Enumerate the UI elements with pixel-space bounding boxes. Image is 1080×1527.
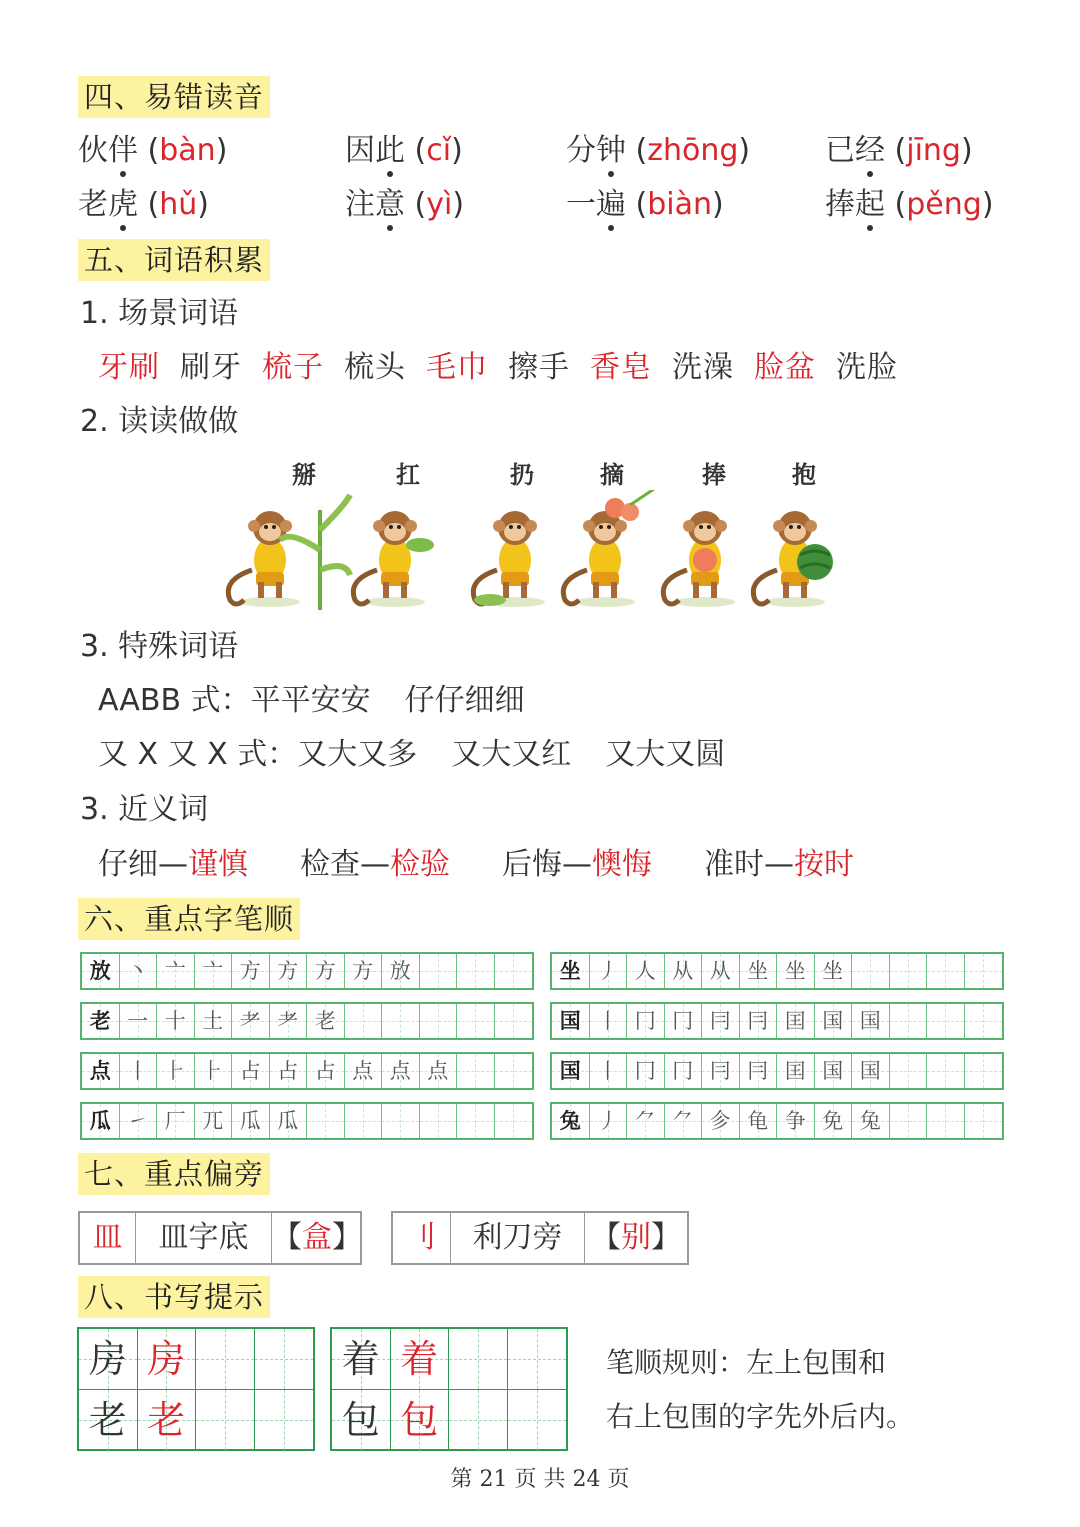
stroke-step: 免 bbox=[822, 1109, 844, 1133]
stroke-row bbox=[80, 1102, 534, 1140]
stroke-cell bbox=[965, 1104, 1003, 1138]
stroke-step: 丶 bbox=[127, 959, 149, 983]
stroke-row bbox=[550, 1002, 1004, 1040]
stroke-step: 十 bbox=[164, 1009, 186, 1033]
stroke-cell bbox=[740, 1104, 778, 1138]
stroke-cell bbox=[777, 1104, 815, 1138]
stroke-cell bbox=[495, 954, 533, 988]
stroke-cell bbox=[815, 954, 853, 988]
sub1-title: 1. 场景词语 bbox=[80, 296, 239, 331]
emphasis-dot bbox=[120, 171, 126, 177]
stroke-step: 耂 bbox=[277, 1009, 299, 1033]
monkey-illustration bbox=[220, 490, 870, 620]
stroke-cell bbox=[665, 1004, 703, 1038]
sub3-title: 3. 特殊词语 bbox=[80, 629, 239, 664]
stroke-step: 方 bbox=[239, 959, 261, 983]
stroke-cell bbox=[590, 1104, 628, 1138]
aabb-line bbox=[98, 681, 525, 721]
pinyin-word: 一遍 bbox=[566, 187, 626, 222]
writing-grid bbox=[330, 1327, 568, 1451]
stroke-cell bbox=[195, 1004, 233, 1038]
verb-label: 掰 bbox=[292, 460, 316, 489]
synonym-b: 懊悔 bbox=[592, 847, 652, 882]
stroke-cell bbox=[590, 1004, 628, 1038]
stroke-step: 兔 bbox=[859, 1109, 881, 1133]
writing-grid bbox=[77, 1327, 315, 1451]
stroke-step: 厂 bbox=[164, 1109, 186, 1133]
pinyin-word: 伙伴 bbox=[78, 133, 138, 168]
stroke-cell bbox=[590, 1054, 628, 1088]
stroke-cell bbox=[927, 1004, 965, 1038]
stroke-step: 囯 bbox=[784, 1009, 806, 1033]
stroke-step: 方 bbox=[277, 959, 299, 983]
stroke-step: ⺊ bbox=[164, 1059, 186, 1083]
stroke-cell bbox=[270, 1004, 308, 1038]
special-word: 又大又圆 bbox=[605, 737, 726, 772]
stroke-cell bbox=[590, 954, 628, 988]
special-word: 又大又红 bbox=[451, 737, 572, 772]
stroke-cell bbox=[120, 954, 158, 988]
section8-title: 八、书写提示 bbox=[78, 1276, 270, 1318]
pinyin-word: 分钟 bbox=[566, 133, 626, 168]
pinyin-word: 因此 bbox=[345, 133, 405, 168]
pinyin-item: 已经 (jīng) bbox=[825, 131, 973, 171]
verb-label: 扛 bbox=[396, 460, 420, 489]
stroke-cell bbox=[345, 1004, 383, 1038]
stroke-step: ⺈ bbox=[634, 1109, 656, 1133]
stroke-cell bbox=[120, 1104, 158, 1138]
verb-label: 抱 bbox=[792, 460, 816, 489]
stroke-cell bbox=[157, 1004, 195, 1038]
stroke-cell bbox=[965, 1054, 1003, 1088]
stroke-cell bbox=[120, 1054, 158, 1088]
stroke-step: 国 bbox=[822, 1059, 844, 1083]
stroke-cell bbox=[82, 1104, 120, 1138]
stroke-cell bbox=[157, 1054, 195, 1088]
stroke-cell bbox=[852, 954, 890, 988]
model-char: 老 bbox=[88, 1398, 127, 1442]
stroke-cell bbox=[927, 1104, 965, 1138]
stroke-step: 冃 bbox=[709, 1059, 731, 1083]
stroke-cell bbox=[307, 1104, 345, 1138]
scene-words bbox=[98, 348, 918, 388]
pinyin-text: biàn bbox=[647, 187, 713, 222]
stroke-cell bbox=[457, 1054, 495, 1088]
stroke-step: 冂 bbox=[634, 1059, 656, 1083]
stroke-cell bbox=[382, 954, 420, 988]
pinyin-text: zhōng bbox=[647, 133, 739, 168]
stroke-cell bbox=[965, 1004, 1003, 1038]
stroke-cell bbox=[552, 1054, 590, 1088]
pinyin-text: yì bbox=[426, 187, 453, 222]
verb-label: 扔 bbox=[510, 460, 534, 489]
pinyin-word: 注意 bbox=[345, 187, 405, 222]
stroke-cell bbox=[890, 1104, 928, 1138]
stroke-cell bbox=[552, 954, 590, 988]
pinyin-word: 捧起 bbox=[825, 187, 885, 222]
emphasis-dot bbox=[608, 225, 614, 231]
stroke-cell bbox=[665, 1054, 703, 1088]
stroke-step: 亠 bbox=[202, 959, 224, 983]
sub2-title: 2. 读读做做 bbox=[80, 404, 239, 439]
stroke-cell bbox=[307, 1004, 345, 1038]
verb-label: 摘 bbox=[600, 460, 624, 489]
stroke-step: 冃 bbox=[747, 1059, 769, 1083]
stroke-step: 瓜 bbox=[277, 1109, 299, 1133]
emphasis-dot bbox=[867, 171, 873, 177]
stroke-row bbox=[80, 1052, 534, 1090]
stroke-step: 亠 bbox=[164, 959, 186, 983]
stroke-step: 点 bbox=[389, 1059, 411, 1083]
model-char-red: 房 bbox=[147, 1337, 186, 1381]
stroke-step: 冂 bbox=[634, 1009, 656, 1033]
stroke-step: 㐱 bbox=[709, 1109, 731, 1133]
stroke-row bbox=[550, 952, 1004, 990]
model-char: 包 bbox=[341, 1398, 380, 1442]
radical-box bbox=[391, 1211, 689, 1265]
pinyin-item: 分钟 (zhōng) bbox=[566, 131, 750, 171]
stroke-cell bbox=[345, 954, 383, 988]
special-word: 仔仔细细 bbox=[404, 683, 525, 718]
synonym-a: 仔细— bbox=[98, 847, 188, 882]
emphasis-dot bbox=[387, 171, 393, 177]
stroke-char: 瓜 bbox=[89, 1108, 111, 1133]
stroke-step: 占 bbox=[239, 1059, 261, 1083]
stroke-step: 冂 bbox=[672, 1009, 694, 1033]
stroke-cell bbox=[82, 954, 120, 988]
model-char-red: 着 bbox=[400, 1337, 439, 1381]
stroke-step: 国 bbox=[859, 1009, 881, 1033]
pinyin-text: hǔ bbox=[159, 187, 198, 222]
stroke-cell bbox=[890, 1054, 928, 1088]
rule-line-2: 右上包围的字先外后内。 bbox=[606, 1400, 915, 1433]
stroke-step: ⺈ bbox=[672, 1109, 694, 1133]
scene-word: 牙刷 bbox=[98, 350, 160, 385]
stroke-cell bbox=[232, 1104, 270, 1138]
stroke-cell bbox=[270, 954, 308, 988]
stroke-step: 点 bbox=[427, 1059, 449, 1083]
stroke-step: 占 bbox=[277, 1059, 299, 1083]
stroke-cell bbox=[665, 1104, 703, 1138]
stroke-cell bbox=[420, 1054, 458, 1088]
section6-title: 六、重点字笔顺 bbox=[78, 898, 300, 940]
emphasis-dot bbox=[387, 225, 393, 231]
model-char-red: 老 bbox=[147, 1398, 186, 1442]
stroke-cell bbox=[82, 1054, 120, 1088]
stroke-char: 兔 bbox=[559, 1108, 581, 1133]
stroke-cell bbox=[195, 1054, 233, 1088]
stroke-step: 从 bbox=[709, 959, 731, 983]
stroke-row bbox=[80, 952, 534, 990]
stroke-cell bbox=[382, 1054, 420, 1088]
synonym-line bbox=[98, 845, 854, 885]
stroke-cell bbox=[702, 1004, 740, 1038]
stroke-step: ⺊ bbox=[202, 1059, 224, 1083]
pinyin-item: 伙伴 (bàn) bbox=[78, 131, 227, 171]
stroke-cell bbox=[852, 1004, 890, 1038]
stroke-char: 国 bbox=[559, 1058, 581, 1083]
synonym-a: 准时— bbox=[704, 847, 794, 882]
synonym-b: 谨慎 bbox=[188, 847, 248, 882]
stroke-cell bbox=[270, 1054, 308, 1088]
stroke-step: 方 bbox=[352, 959, 374, 983]
stroke-cell bbox=[777, 1004, 815, 1038]
stroke-cell bbox=[495, 1004, 533, 1038]
stroke-step: 人 bbox=[634, 959, 656, 983]
stroke-cell bbox=[232, 1054, 270, 1088]
stroke-cell bbox=[777, 954, 815, 988]
radical-box bbox=[78, 1211, 362, 1265]
section4-title: 四、易错读音 bbox=[78, 76, 270, 118]
stroke-cell bbox=[927, 954, 965, 988]
stroke-cell bbox=[120, 1004, 158, 1038]
stroke-cell bbox=[777, 1054, 815, 1088]
scene-word: 洗脸 bbox=[836, 350, 898, 385]
stroke-step: 丨 bbox=[127, 1059, 149, 1083]
radical-example: 【别】 bbox=[591, 1220, 681, 1255]
stroke-row bbox=[550, 1052, 1004, 1090]
sub4-title: 3. 近义词 bbox=[80, 792, 209, 827]
section7-title: 七、重点偏旁 bbox=[78, 1153, 270, 1195]
stroke-cell bbox=[270, 1104, 308, 1138]
stroke-step: 方 bbox=[314, 959, 336, 983]
scene-word: 梳子 bbox=[262, 350, 324, 385]
scene-word: 刷牙 bbox=[180, 350, 242, 385]
stroke-cell bbox=[965, 954, 1003, 988]
stroke-step: 一 bbox=[127, 1009, 149, 1033]
stroke-cell bbox=[232, 1004, 270, 1038]
stroke-step: 丨 bbox=[597, 1059, 619, 1083]
scene-word: 梳头 bbox=[344, 350, 406, 385]
stroke-cell bbox=[852, 1104, 890, 1138]
yxyx-line bbox=[98, 735, 725, 775]
synonym-a: 检查— bbox=[300, 847, 390, 882]
page-footer: 第 21 页 共 24 页 bbox=[450, 1467, 630, 1492]
stroke-cell bbox=[457, 1004, 495, 1038]
stroke-cell bbox=[420, 1104, 458, 1138]
stroke-step: 兀 bbox=[202, 1109, 224, 1133]
stroke-row bbox=[80, 1002, 534, 1040]
stroke-cell bbox=[232, 954, 270, 988]
stroke-cell bbox=[627, 954, 665, 988]
stroke-step: 瓜 bbox=[239, 1109, 261, 1133]
pinyin-text: pěng bbox=[906, 187, 982, 222]
emphasis-dot bbox=[120, 225, 126, 231]
stroke-cell bbox=[345, 1104, 383, 1138]
pinyin-item: 一遍 (biàn) bbox=[566, 185, 724, 225]
scene-word: 擦手 bbox=[508, 350, 570, 385]
stroke-step: 丿 bbox=[597, 1109, 619, 1133]
stroke-cell bbox=[890, 1004, 928, 1038]
stroke-cell bbox=[457, 1104, 495, 1138]
radical-name: 皿字底 bbox=[136, 1213, 272, 1263]
stroke-cell bbox=[382, 1004, 420, 1038]
scene-word: 洗澡 bbox=[672, 350, 734, 385]
aabb-label: AABB 式： bbox=[98, 683, 251, 718]
emphasis-dot bbox=[608, 171, 614, 177]
stroke-cell bbox=[665, 954, 703, 988]
stroke-cell bbox=[702, 1054, 740, 1088]
section5-title: 五、词语积累 bbox=[78, 239, 270, 281]
stroke-step: 龟 bbox=[747, 1109, 769, 1133]
stroke-cell bbox=[740, 1004, 778, 1038]
stroke-cell bbox=[157, 1104, 195, 1138]
stroke-cell bbox=[552, 1104, 590, 1138]
stroke-step: 土 bbox=[202, 1009, 224, 1033]
pinyin-text: cǐ bbox=[426, 133, 452, 168]
model-char: 房 bbox=[88, 1337, 127, 1381]
stroke-cell bbox=[345, 1054, 383, 1088]
stroke-cell bbox=[740, 954, 778, 988]
pinyin-word: 老虎 bbox=[78, 187, 138, 222]
stroke-cell bbox=[195, 954, 233, 988]
stroke-cell bbox=[307, 1054, 345, 1088]
scene-word: 脸盆 bbox=[754, 350, 816, 385]
scene-word: 香皂 bbox=[590, 350, 652, 385]
stroke-step: 耂 bbox=[239, 1009, 261, 1033]
stroke-cell bbox=[157, 954, 195, 988]
pinyin-item: 老虎 (hǔ) bbox=[78, 185, 209, 225]
radical-char: 刂 bbox=[393, 1213, 451, 1263]
stroke-cell bbox=[382, 1104, 420, 1138]
special-word: 又大又多 bbox=[297, 737, 418, 772]
stroke-step: 囯 bbox=[784, 1059, 806, 1083]
scene-word: 毛巾 bbox=[426, 350, 488, 385]
stroke-cell bbox=[815, 1004, 853, 1038]
pinyin-text: jīng bbox=[906, 133, 961, 168]
stroke-step: ㇀ bbox=[127, 1109, 149, 1133]
radical-name: 利刀旁 bbox=[451, 1213, 585, 1263]
stroke-step: 坐 bbox=[747, 959, 769, 983]
stroke-cell bbox=[195, 1104, 233, 1138]
stroke-char: 放 bbox=[89, 958, 111, 983]
stroke-cell bbox=[815, 1104, 853, 1138]
stroke-cell bbox=[82, 1004, 120, 1038]
stroke-step: 占 bbox=[314, 1059, 336, 1083]
stroke-char: 国 bbox=[559, 1008, 581, 1033]
stroke-step: 从 bbox=[672, 959, 694, 983]
stroke-cell bbox=[307, 954, 345, 988]
stroke-cell bbox=[627, 1004, 665, 1038]
stroke-step: 坐 bbox=[822, 959, 844, 983]
synonym-b: 检验 bbox=[390, 847, 450, 882]
pinyin-word: 已经 bbox=[825, 133, 885, 168]
pinyin-item: 注意 (yì) bbox=[345, 185, 464, 225]
pinyin-item: 捧起 (pěng) bbox=[825, 185, 994, 225]
rule-line-1: 笔顺规则：左上包围和 bbox=[606, 1346, 887, 1379]
emphasis-dot bbox=[867, 225, 873, 231]
synonym-b: 按时 bbox=[794, 847, 854, 882]
stroke-step: 冂 bbox=[672, 1059, 694, 1083]
stroke-step: 坐 bbox=[784, 959, 806, 983]
model-char: 着 bbox=[341, 1337, 380, 1381]
stroke-cell bbox=[627, 1054, 665, 1088]
stroke-cell bbox=[852, 1054, 890, 1088]
stroke-cell bbox=[495, 1054, 533, 1088]
stroke-cell bbox=[890, 954, 928, 988]
stroke-step: 点 bbox=[352, 1059, 374, 1083]
radical-example: 【盒】 bbox=[272, 1220, 362, 1255]
special-word: 平平安安 bbox=[250, 683, 371, 718]
pinyin-text: bàn bbox=[159, 133, 216, 168]
stroke-step: 国 bbox=[822, 1009, 844, 1033]
model-char-red: 包 bbox=[400, 1398, 439, 1442]
stroke-char: 坐 bbox=[559, 958, 581, 983]
stroke-cell bbox=[702, 1104, 740, 1138]
stroke-step: 冃 bbox=[709, 1009, 731, 1033]
stroke-cell bbox=[815, 1054, 853, 1088]
stroke-step: 国 bbox=[859, 1059, 881, 1083]
stroke-cell bbox=[457, 954, 495, 988]
stroke-cell bbox=[420, 1004, 458, 1038]
stroke-step: 丿 bbox=[597, 959, 619, 983]
synonym-a: 后悔— bbox=[502, 847, 592, 882]
stroke-step: 冃 bbox=[747, 1009, 769, 1033]
stroke-cell bbox=[420, 954, 458, 988]
verb-label: 捧 bbox=[702, 460, 726, 489]
stroke-cell bbox=[552, 1004, 590, 1038]
stroke-char: 点 bbox=[89, 1058, 111, 1083]
stroke-cell bbox=[495, 1104, 533, 1138]
stroke-cell bbox=[702, 954, 740, 988]
stroke-step: 争 bbox=[784, 1109, 806, 1133]
radical-char: 皿 bbox=[80, 1213, 136, 1263]
stroke-cell bbox=[927, 1054, 965, 1088]
stroke-char: 老 bbox=[89, 1008, 111, 1033]
stroke-step: 老 bbox=[314, 1009, 336, 1033]
stroke-cell bbox=[627, 1104, 665, 1138]
stroke-row bbox=[550, 1102, 1004, 1140]
stroke-step: 放 bbox=[389, 959, 411, 983]
pinyin-item: 因此 (cǐ) bbox=[345, 131, 463, 171]
stroke-step: 丨 bbox=[597, 1009, 619, 1033]
yxyx-label: 又 X 又 X 式： bbox=[98, 737, 298, 772]
stroke-cell bbox=[740, 1054, 778, 1088]
